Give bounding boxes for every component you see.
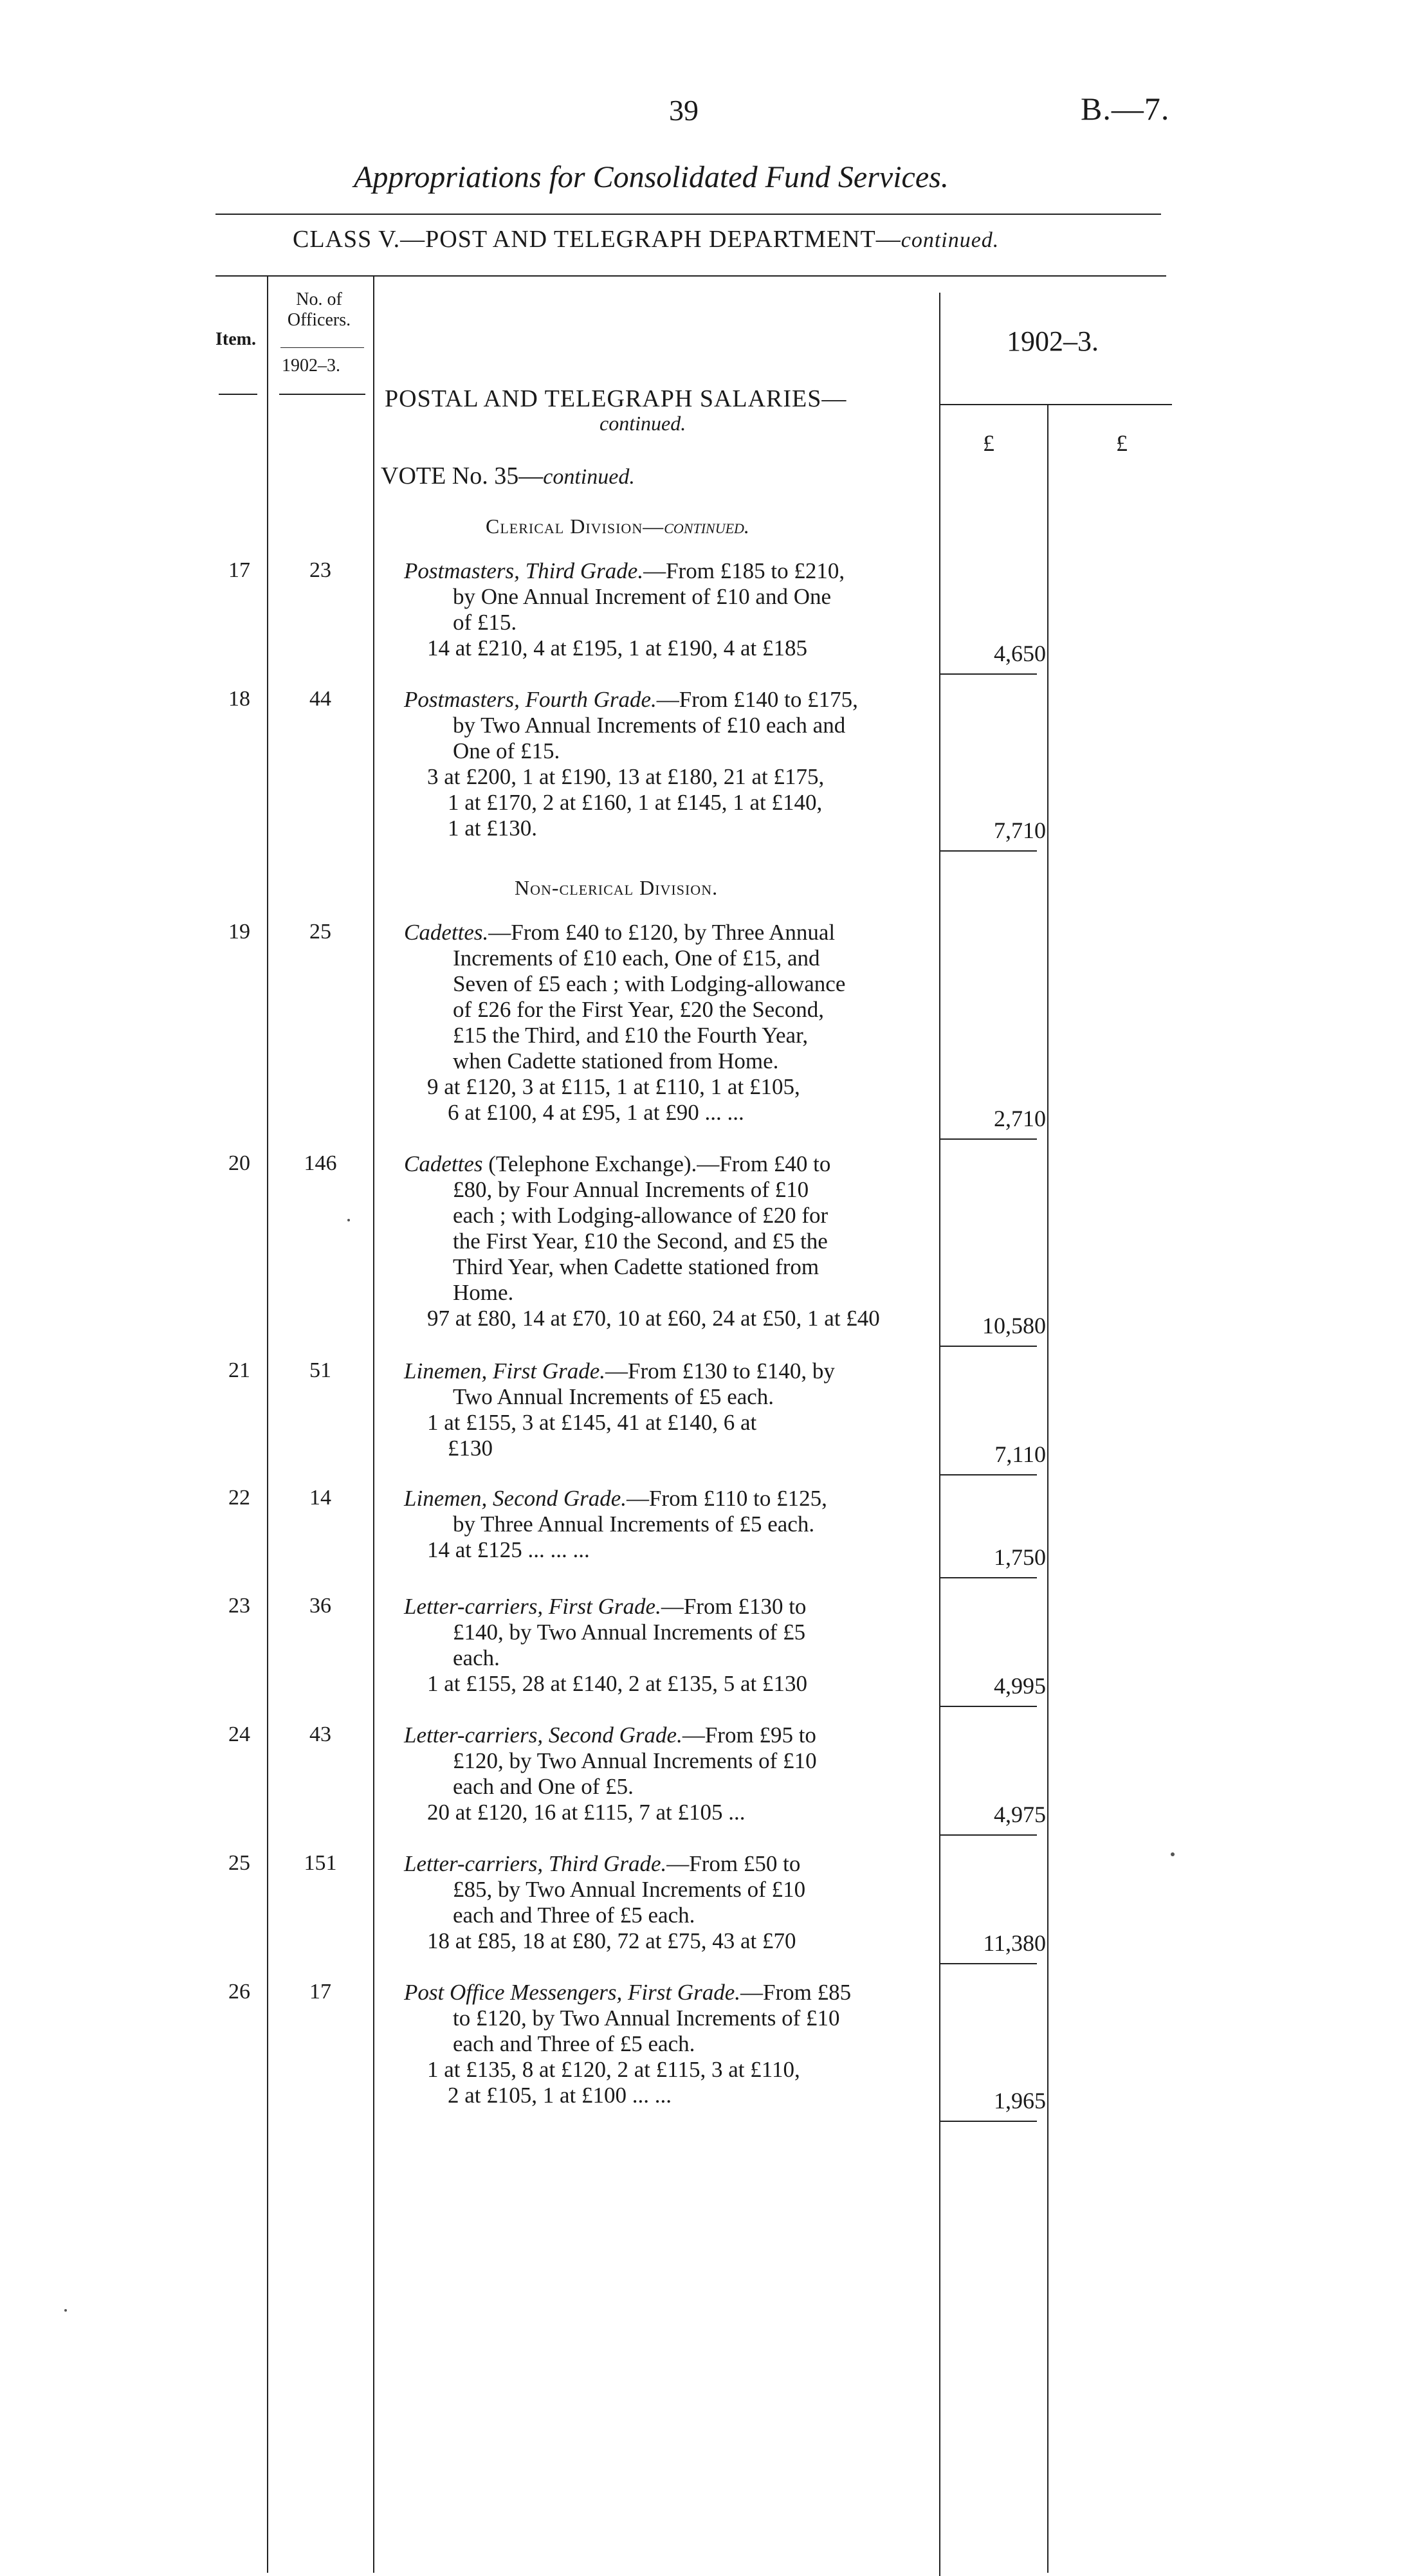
- item-description-line: each and One of £5.: [453, 1774, 634, 1799]
- item-description-line: —From £40 to £120, by Three Annual: [488, 920, 836, 945]
- amount-underline: [940, 1474, 1037, 1475]
- item-amount: 10,580: [982, 1313, 1046, 1338]
- header-item: Item.: [215, 329, 256, 349]
- item-description-line: of £15.: [453, 610, 517, 635]
- item-number: 22: [228, 1486, 250, 1510]
- item-description-line: £120, by Two Annual Increments of £10: [453, 1748, 817, 1773]
- header-no-of-officers: No. of Officers.: [287, 289, 351, 330]
- item-description-line: each.: [453, 1645, 500, 1670]
- item-number: 25: [228, 1851, 250, 1875]
- item-amount: 4,650: [994, 641, 1046, 666]
- item-amount: 7,110: [994, 1441, 1046, 1467]
- amount-underline: [940, 850, 1037, 852]
- officer-count: 17: [309, 1980, 331, 2004]
- item-title: Linemen, First Grade.: [404, 1358, 606, 1384]
- item-description-line: —From £95 to: [682, 1722, 816, 1748]
- document-reference: B.—7.: [1081, 91, 1170, 127]
- pound-sign-right: £: [1116, 430, 1128, 456]
- amount-underline: [940, 2121, 1037, 2122]
- item-amount: 11,380: [983, 1930, 1046, 1956]
- vote-text: VOTE No. 35—: [381, 462, 544, 489]
- item-description-line: Home.: [453, 1280, 514, 1305]
- item-breakdown-line: 97 at £80, 14 at £70, 10 at £60, 24 at £50, 1 at £40: [427, 1306, 880, 1331]
- class-heading-text: CLASS V.—POST AND TELEGRAPH DEPARTMENT—: [293, 226, 901, 253]
- item-description-line: Increments of £10 each, One of £15, and: [453, 945, 820, 971]
- item-number: 17: [228, 558, 250, 582]
- item-breakdown-line: 9 at £120, 3 at £115, 1 at £110, 1 at £105,: [427, 1074, 800, 1099]
- item-description-line: £15 the Third, and £10 the Fourth Year,: [453, 1023, 809, 1048]
- item-description: [404, 1980, 930, 2108]
- amount-underline: [940, 1346, 1037, 1347]
- item-breakdown-line: 20 at £120, 16 at £115, 7 at £105 ...: [427, 1800, 746, 1825]
- column-rule-officers: [373, 277, 374, 2573]
- item-breakdown-line: 1 at £155, 28 at £140, 2 at £135, 5 at £130: [427, 1671, 808, 1696]
- amount-underline: [940, 673, 1037, 675]
- item-description-line: each and Three of £5 each.: [453, 1903, 695, 1928]
- amount-underline: [940, 1138, 1037, 1140]
- clerical-division-heading: [486, 515, 749, 538]
- officer-count: 51: [309, 1358, 331, 1382]
- officer-count: 14: [309, 1486, 331, 1510]
- item-title: Letter-carriers, First Grade.: [404, 1594, 661, 1619]
- item-description-line: Seven of £5 each ; with Lodging-allowance: [453, 971, 846, 996]
- item-number: 20: [228, 1151, 250, 1175]
- item-description-line: by Two Annual Increments of £10 each and: [453, 713, 846, 738]
- item-description: [404, 558, 930, 661]
- officer-count: 146: [304, 1151, 337, 1175]
- item-breakdown-line: 1 at £170, 2 at £160, 1 at £145, 1 at £140,: [448, 790, 823, 815]
- item-description: [404, 1722, 930, 1825]
- item-breakdown-line: 14 at £125 ... ... ...: [427, 1537, 590, 1562]
- column-rule-amount-left: [939, 293, 940, 2576]
- item-description-line: £85, by Two Annual Increments of £10: [453, 1877, 806, 1902]
- officer-count: 44: [309, 687, 331, 711]
- item-description-line: —From £85: [740, 1980, 852, 2005]
- item-breakdown-line: £130: [448, 1436, 493, 1461]
- item-title: Postmasters, Third Grade.: [404, 558, 644, 583]
- item-description: [404, 1486, 930, 1563]
- officers-header-rule: [280, 347, 364, 348]
- item-breakdown-line: 2 at £105, 1 at £100 ... ...: [448, 2083, 672, 2108]
- item-description-line: —From £140 to £175,: [656, 687, 858, 712]
- item-description: [404, 1358, 930, 1461]
- header-year: 1902–3.: [1007, 325, 1099, 357]
- item-amount: 7,710: [994, 818, 1046, 843]
- item-number: 21: [228, 1358, 250, 1382]
- item-breakdown-line: 18 at £85, 18 at £80, 72 at £75, 43 at £70: [427, 1928, 796, 1953]
- clerical-division-continued: continued.: [664, 515, 749, 538]
- item-breakdown-line: 3 at £200, 1 at £190, 13 at £180, 21 at £175,: [427, 764, 825, 789]
- item-number: 24: [228, 1722, 250, 1746]
- item-description: [404, 920, 930, 1126]
- column-rule-amount-mid: [1047, 405, 1048, 2573]
- vote-continued: continued.: [543, 465, 635, 489]
- item-number: 19: [228, 920, 250, 944]
- item-title: Post Office Messengers, First Grade.: [404, 1980, 740, 2005]
- item-description-line: to £120, by Two Annual Increments of £10: [453, 2005, 840, 2031]
- page-title: Appropriations for Consolidated Fund Services.: [354, 160, 949, 194]
- item-description-line: —From £185 to £210,: [643, 558, 845, 583]
- vote-label: [381, 462, 635, 490]
- class-heading: [293, 225, 999, 253]
- item-description-line: —From £130 to: [661, 1594, 807, 1619]
- item-number: 18: [228, 687, 250, 711]
- non-clerical-division-heading: Non-clerical Division.: [515, 876, 719, 899]
- column-rule-item: [267, 277, 268, 2573]
- item-description-line: Two Annual Increments of £5 each.: [453, 1384, 774, 1409]
- item-description: [404, 1151, 930, 1331]
- item-title: Linemen, Second Grade.: [404, 1486, 627, 1511]
- item-title: Postmasters, Fourth Grade.: [404, 687, 657, 712]
- item-description: [404, 687, 930, 841]
- item-number: 26: [228, 1980, 250, 2004]
- item-description-line: of £26 for the First Year, £20 the Second,: [453, 997, 825, 1022]
- officer-count: 25: [309, 920, 331, 944]
- item-description-line: £140, by Two Annual Increments of £5: [453, 1620, 806, 1645]
- class-heading-continued: continued.: [901, 228, 1000, 252]
- item-description-line: One of £15.: [453, 738, 560, 763]
- item-description-line: —From £50 to: [666, 1851, 801, 1876]
- item-description-line: Third Year, when Cadette stationed from: [453, 1254, 819, 1279]
- clerical-division-text: Clerical Division—: [486, 515, 664, 538]
- item-amount: 1,750: [994, 1544, 1046, 1570]
- item-description-line: the First Year, £10 the Second, and £5 the: [453, 1229, 828, 1254]
- item-breakdown-line: 1 at £135, 8 at £120, 2 at £115, 3 at £110,: [427, 2057, 800, 2082]
- stray-mark: [1171, 1852, 1175, 1856]
- item-amount: 2,710: [994, 1106, 1046, 1131]
- item-description-line: each and Three of £5 each.: [453, 2031, 695, 2056]
- item-breakdown-line: 14 at £210, 4 at £195, 1 at £190, 4 at £185: [427, 635, 808, 661]
- pound-sign-left: £: [983, 430, 994, 456]
- item-breakdown-line: 1 at £155, 3 at £145, 41 at £140, 6 at: [427, 1410, 757, 1435]
- section-continued: continued.: [600, 412, 686, 435]
- item-description-line: each ; with Lodging-allowance of £20 for: [453, 1203, 828, 1228]
- year-header-rule: [940, 404, 1172, 405]
- item-amount: 4,995: [994, 1673, 1046, 1699]
- item-title: Cadettes: [404, 1151, 483, 1176]
- item-description: [404, 1594, 930, 1697]
- item-description-line: —From £130 to £140, by: [605, 1358, 835, 1384]
- amount-underline: [940, 1577, 1037, 1578]
- item-amount: 4,975: [994, 1802, 1046, 1827]
- section-title: POSTAL AND TELEGRAPH SALARIES—: [385, 385, 847, 412]
- item-breakdown-line: 1 at £130.: [448, 816, 538, 841]
- item-title: Cadettes.: [404, 920, 489, 945]
- item-breakdown-line: 6 at £100, 4 at £95, 1 at £90 ... ...: [448, 1100, 744, 1125]
- amount-underline: [940, 1706, 1037, 1707]
- officer-count: 151: [304, 1851, 337, 1875]
- item-description-line: when Cadette stationed from Home.: [453, 1048, 779, 1073]
- officer-count: 43: [309, 1722, 331, 1746]
- item-number: 23: [228, 1594, 250, 1618]
- item-description-line: —From £110 to £125,: [627, 1486, 827, 1511]
- item-description-line: £80, by Four Annual Increments of £10: [453, 1177, 809, 1202]
- amount-underline: [940, 1963, 1037, 1964]
- table-top-rule: [215, 275, 1166, 277]
- item-col-rule: [219, 394, 257, 395]
- stray-mark: [64, 2309, 67, 2312]
- officer-count: 23: [309, 558, 331, 582]
- stray-mark: [347, 1219, 350, 1221]
- officer-count: 36: [309, 1594, 331, 1618]
- item-description-line: (Telephone Exchange).—From £40 to: [482, 1151, 831, 1176]
- item-description-line: by Three Annual Increments of £5 each.: [453, 1512, 815, 1537]
- item-title: Letter-carriers, Second Grade.: [404, 1722, 682, 1748]
- item-description-line: by One Annual Increment of £10 and One: [453, 584, 832, 609]
- header-officers-year: 1902–3.: [282, 356, 340, 376]
- page-number: 39: [669, 94, 699, 127]
- item-title: Letter-carriers, Third Grade.: [404, 1851, 667, 1876]
- amount-underline: [940, 1834, 1037, 1836]
- item-description: [404, 1851, 930, 1954]
- item-amount: 1,965: [994, 2088, 1046, 2114]
- title-rule: [215, 214, 1161, 215]
- officers-col-rule: [279, 394, 365, 395]
